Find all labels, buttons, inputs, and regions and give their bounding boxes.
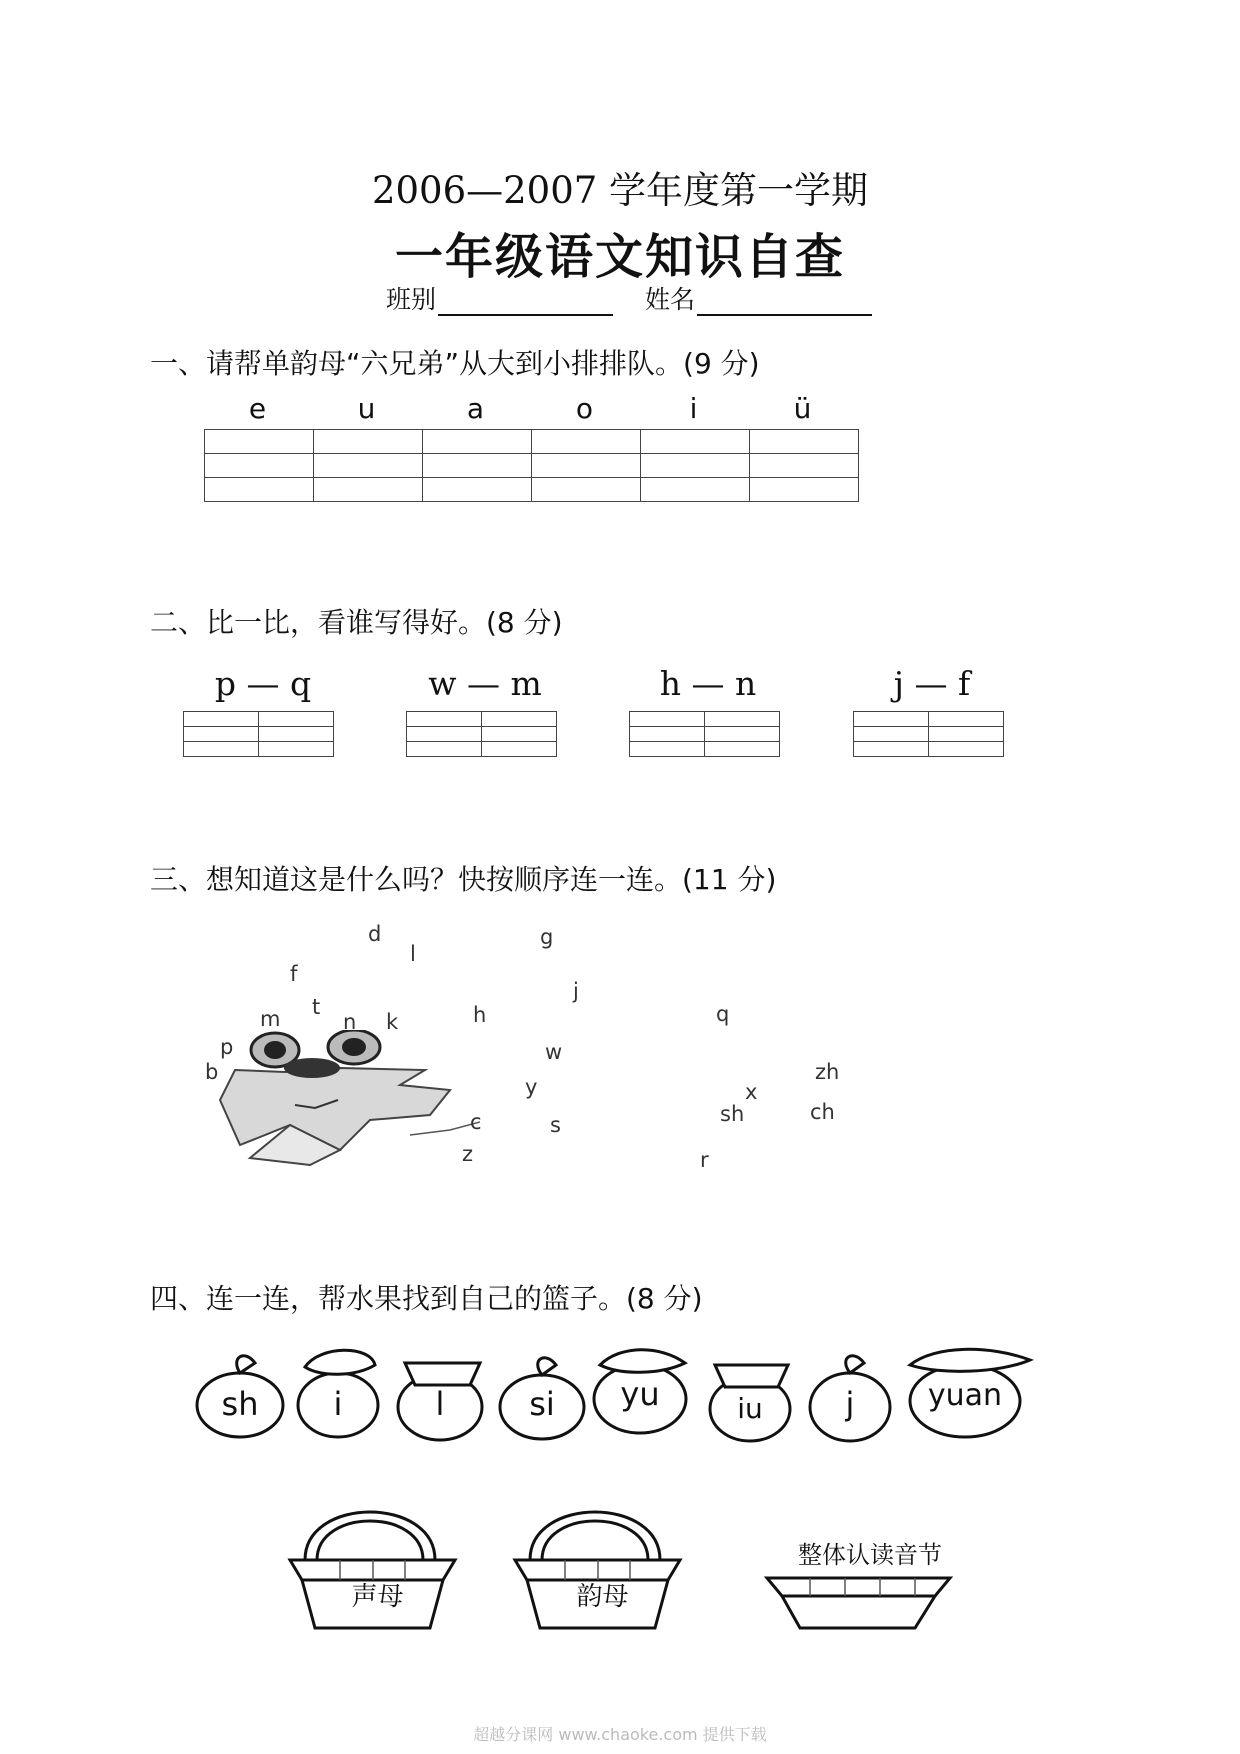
- dot-letter: f: [290, 962, 298, 986]
- pair-writing-grid[interactable]: [183, 711, 334, 757]
- class-label: 班别: [386, 285, 437, 314]
- dot-letter: y: [525, 1075, 538, 1099]
- vowel-label: ü: [793, 392, 812, 425]
- vowel-label: i: [689, 392, 698, 425]
- letter-pair: h — n: [659, 664, 757, 703]
- pair-writing-grid[interactable]: [629, 711, 780, 757]
- footer-watermark: 超越分课网 www.chaoke.com 提供下载: [473, 1725, 767, 1744]
- vowel-label: a: [466, 392, 485, 425]
- dot-letter: n: [343, 1010, 357, 1034]
- section1-heading: 一、请帮单韵母“六兄弟”从大到小排排队。(9 分): [150, 347, 760, 380]
- class-blank[interactable]: [438, 288, 613, 316]
- pair-writing-grid[interactable]: [406, 711, 557, 757]
- dot-letter: b: [205, 1060, 219, 1084]
- section2-heading: 二、比一比，看谁写得好。(8 分): [150, 606, 563, 639]
- dot-letter: t: [312, 995, 321, 1019]
- frog-drawing: [190, 1030, 480, 1170]
- name-field: [645, 280, 872, 316]
- dot-letter: sh: [720, 1102, 745, 1126]
- letter-pair: p — q: [214, 664, 312, 703]
- dot-letter: p: [220, 1035, 234, 1059]
- dot-letter: k: [386, 1010, 399, 1034]
- fruit-label: sh: [221, 1385, 259, 1423]
- name-label: 姓名: [645, 285, 696, 314]
- dot-letter: ch: [810, 1100, 835, 1124]
- letter-pair: w — m: [428, 664, 542, 703]
- dot-letter: s: [550, 1113, 561, 1137]
- vowel-label: u: [357, 392, 376, 425]
- dot-letter: h: [473, 1003, 487, 1027]
- vowel-label: o: [575, 392, 594, 425]
- name-blank[interactable]: [697, 288, 872, 316]
- dot-letter: r: [700, 1148, 709, 1172]
- basket-label: 整体认读音节: [798, 1541, 942, 1569]
- pair-writing-grid[interactable]: [853, 711, 1004, 757]
- dot-letter: j: [573, 979, 579, 1003]
- dot-letter: x: [745, 1080, 758, 1104]
- title-line2: 一年级语文知识自查: [394, 229, 845, 285]
- dot-letter: c: [470, 1110, 482, 1134]
- fruit-label: yu: [620, 1375, 660, 1413]
- vowel-writing-grid[interactable]: [204, 429, 859, 502]
- letter-pair: j — f: [893, 664, 971, 703]
- dot-letter: zh: [815, 1060, 840, 1084]
- basket-label: 韵母: [576, 1582, 629, 1612]
- vowel-row: [203, 392, 857, 425]
- dot-letter: q: [716, 1002, 730, 1026]
- class-field: [386, 280, 613, 316]
- fruit-label: iu: [737, 1392, 763, 1425]
- title-line1: 2006—2007 学年度第一学期: [371, 169, 869, 212]
- dot-letter: g: [540, 925, 554, 949]
- dot-letter: d: [368, 922, 382, 946]
- dot-letter: w: [545, 1040, 563, 1064]
- dot-letter: z: [462, 1142, 474, 1166]
- section4-heading: 四、连一连，帮水果找到自己的篮子。(8 分): [150, 1282, 703, 1315]
- vowel-label: e: [248, 392, 267, 425]
- basket-label: 声母: [351, 1582, 404, 1612]
- fruit-label: j: [845, 1385, 855, 1423]
- dot-letter: l: [410, 942, 416, 966]
- fruit-label: yuan: [927, 1378, 1003, 1413]
- section3-heading: 三、想知道这是什么吗？快按顺序连一连。(11 分): [150, 863, 777, 896]
- fruit-label: i: [333, 1385, 343, 1423]
- fruit-label: si: [529, 1385, 555, 1423]
- dot-letter: m: [260, 1007, 281, 1031]
- fruit-label: l: [435, 1385, 445, 1423]
